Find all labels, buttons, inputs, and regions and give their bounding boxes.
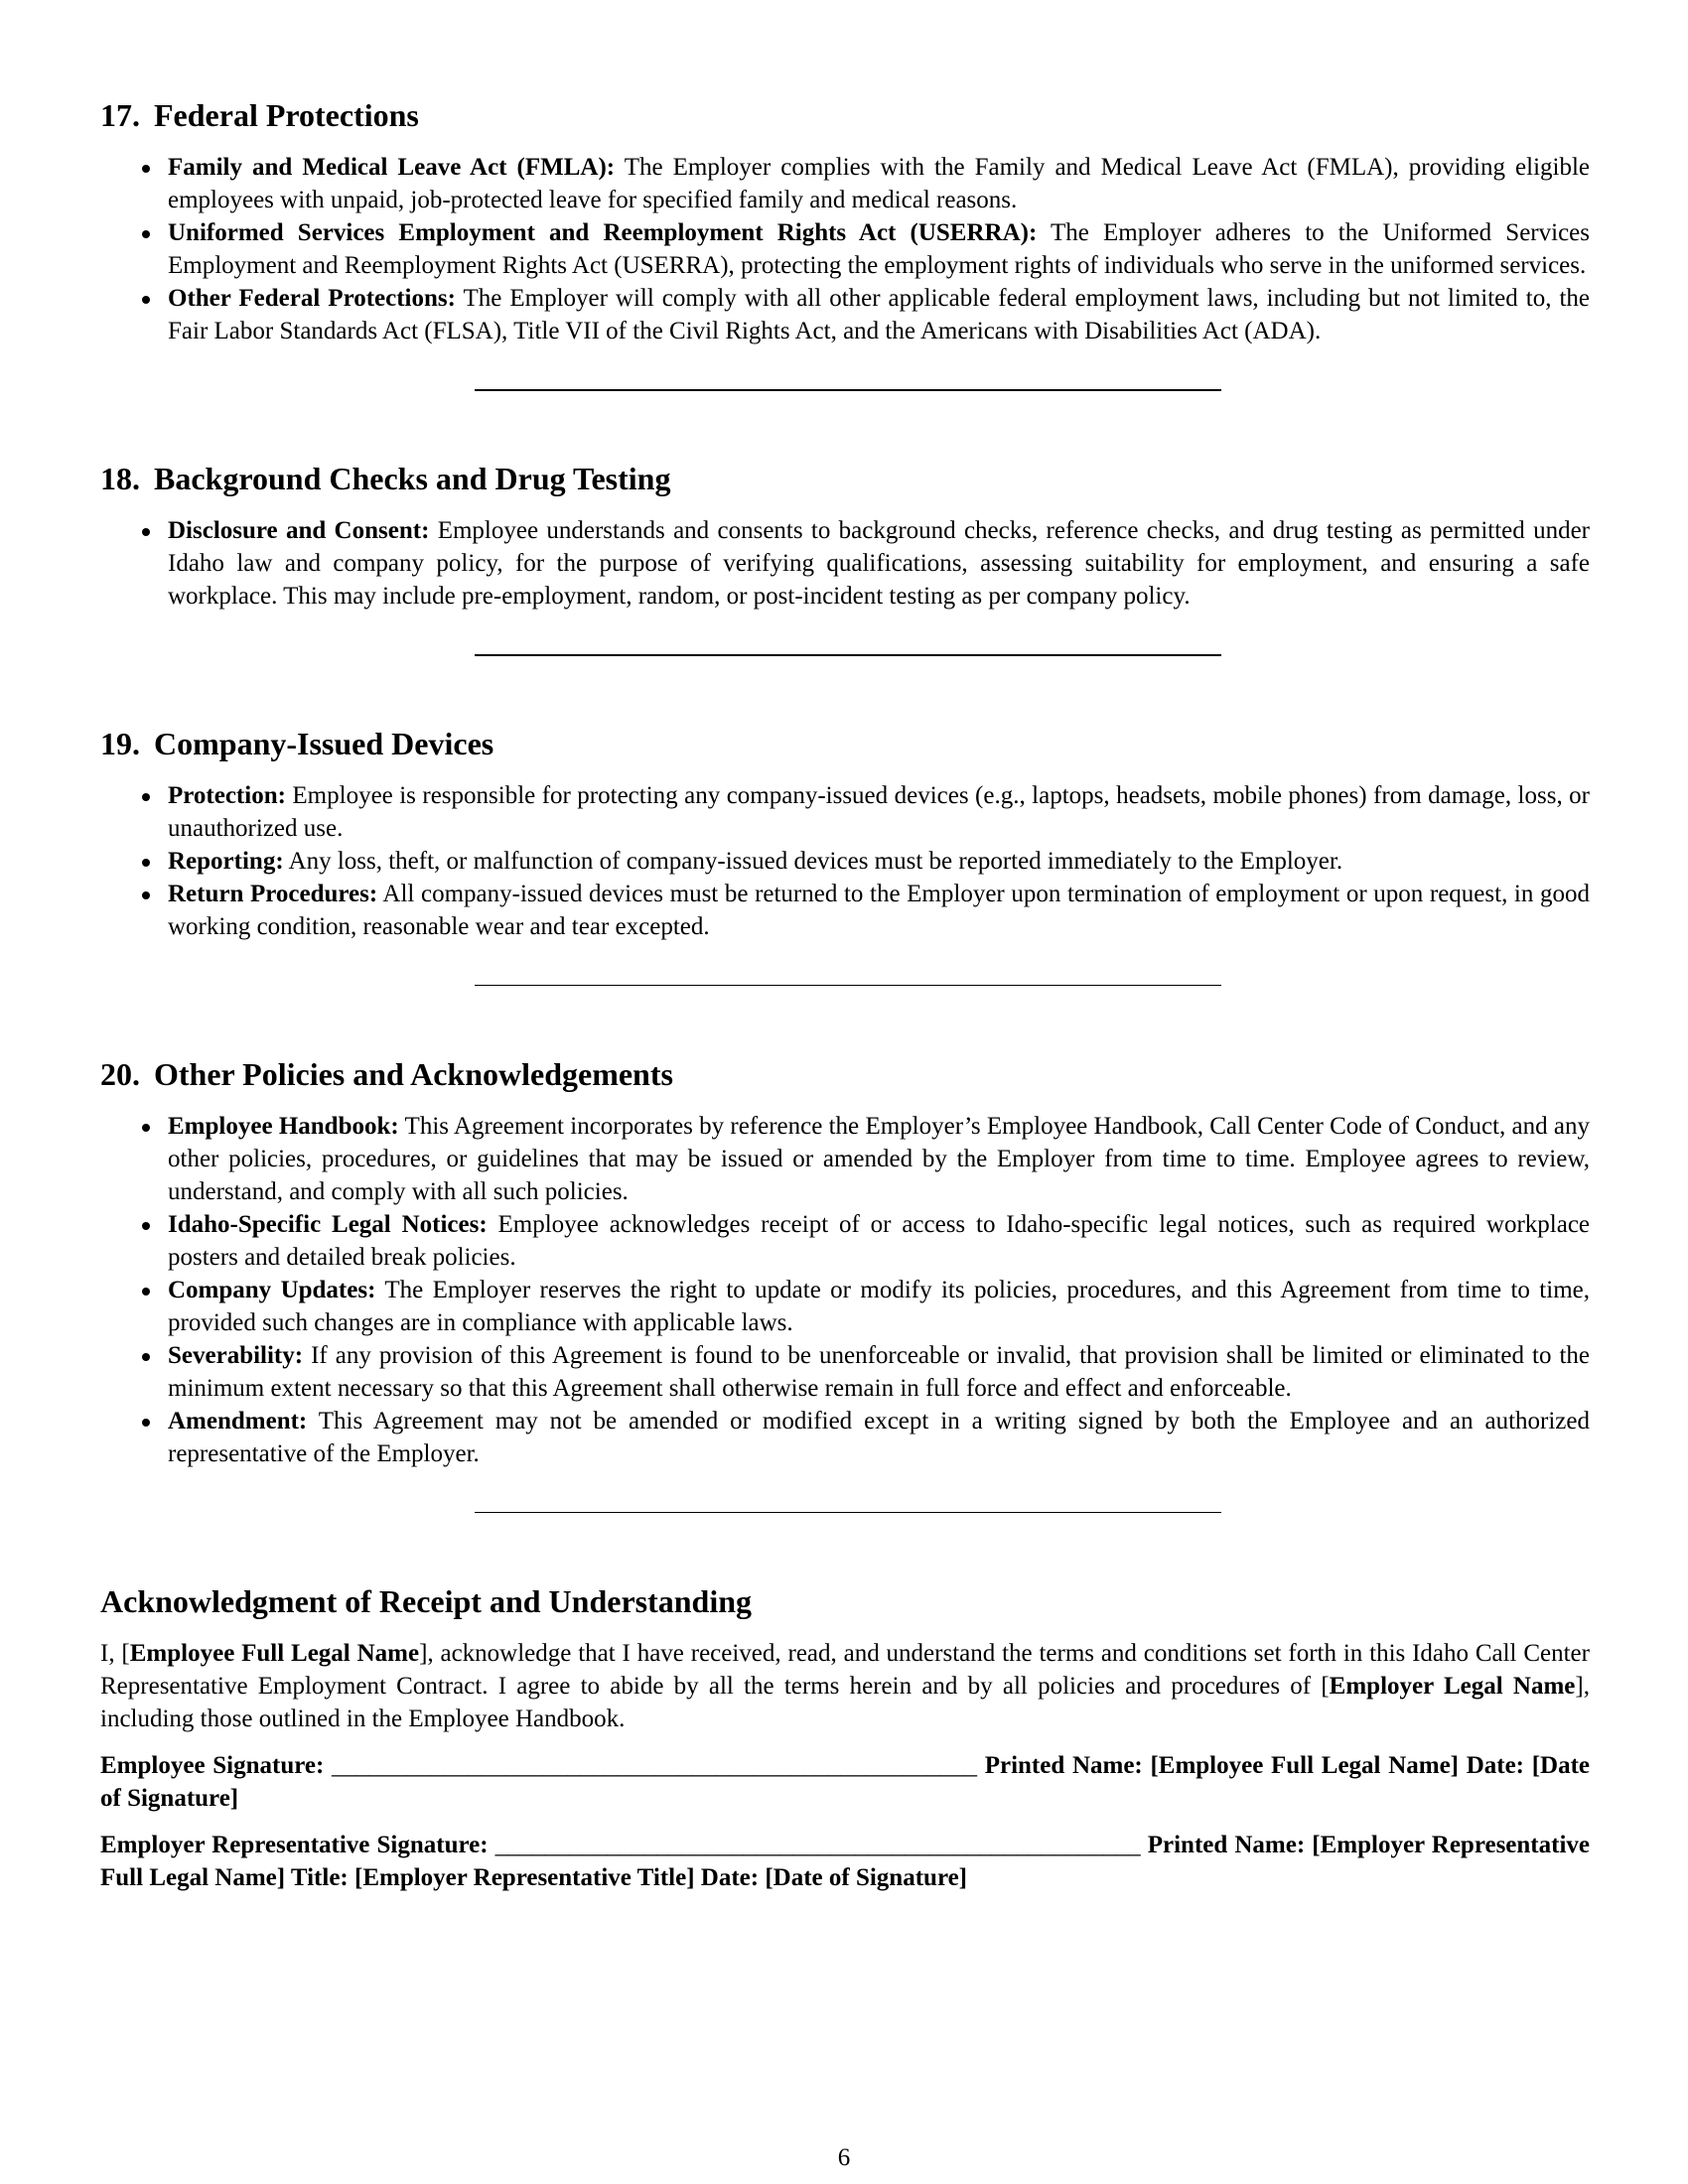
employer-name-placeholder: Employer Legal Name [1329, 1673, 1576, 1700]
item-label: Family and Medical Leave Act (FMLA): [168, 154, 616, 181]
bullet-list [100, 151, 1590, 347]
item-text: The Employer will comply with all other applicable federal employment laws, including but not limited to, the Fair Labor Standards Act (FLSA), Title VII of the Civil Rights Act, and the Americans with Disabilities Act (ADA). [168, 285, 1590, 344]
item-label: Amendment: [168, 1408, 308, 1434]
employee-signature-block [100, 1749, 1590, 1815]
section-title: Federal Protections [154, 97, 419, 133]
list-item [100, 282, 1590, 347]
list-item [100, 1405, 1590, 1470]
divider [100, 943, 1590, 1054]
item-label: Reporting: [168, 848, 284, 875]
acknowledgment-title: Acknowledgment of Receipt and Understanding [100, 1583, 753, 1619]
item-text: This Agreement may not be amended or modified except in a writing signed by both the Employee and an authorized representative of the Employer. [168, 1408, 1590, 1467]
list-item [100, 1208, 1590, 1274]
document-page [100, 95, 1590, 1908]
item-label: Uniformed Services Employment and Reemployment Rights Act (USERRA): [168, 219, 1038, 246]
bullet-list [100, 1110, 1590, 1470]
list-item [100, 1274, 1590, 1339]
list-item [100, 878, 1590, 943]
employer-signature-label: Employer Representative Signature: [100, 1832, 489, 1858]
list-item [100, 514, 1590, 613]
divider [100, 1470, 1590, 1581]
item-label: Return Procedures: [168, 881, 378, 907]
item-label: Protection: [168, 782, 286, 809]
page-number: 6 [837, 2144, 851, 2171]
ack-text: I, [ [100, 1640, 130, 1667]
item-label: Disclosure and Consent: [168, 517, 430, 544]
section-20 [100, 1054, 1590, 1470]
section-17 [100, 95, 1590, 347]
section-heading [100, 724, 1590, 763]
item-text: The Employer complies with the Family and Medical Leave Act (FMLA), providing eligible employees with unpaid, job-protected leave for specified family and medical reasons. [168, 154, 1590, 213]
ack-text: ], including those outlined in the Employee Handbook. [100, 1673, 1590, 1732]
list-item [100, 151, 1590, 216]
acknowledgment-section [100, 1581, 1590, 1894]
section-18 [100, 459, 1590, 613]
acknowledgment-paragraph [100, 1637, 1590, 1735]
section-title: Company-Issued Devices [154, 726, 494, 761]
section-19 [100, 724, 1590, 943]
section-heading [100, 459, 1590, 498]
list-item [100, 1110, 1590, 1208]
bullet-list [100, 779, 1590, 943]
item-label: Employee Handbook: [168, 1113, 399, 1140]
employer-printed-info: Printed Name: [Employer Representative Full Legal Name] Title: [Employer Representative Title] Date: [Date of Signature] [100, 1832, 1590, 1891]
item-text: All company-issued devices must be returned to the Employer upon termination of employment or upon request, in good working condition, reasonable wear and tear excepted. [168, 881, 1590, 940]
section-number: 20. [100, 1056, 140, 1092]
employee-name-placeholder: Employee Full Legal Name [129, 1640, 420, 1667]
employer-signature-line[interactable]: ____________________________________________________ [494, 1832, 1141, 1858]
item-text: Employee understands and consents to background checks, reference checks, and drug testing as permitted under Idaho law and company policy, for the purpose of verifying qualifications, assessing suitability for employment, and ensuring a safe workplace. This may include pre-employment, random, or post-incident testing as per company policy. [168, 517, 1590, 610]
employer-signature-block [100, 1829, 1590, 1894]
employee-signature-line[interactable]: ____________________________________________________ [332, 1752, 977, 1779]
item-text: Employee is responsible for protecting any company-issued devices (e.g., laptops, headsets, mobile phones) from damage, loss, or unauthorized use. [168, 782, 1590, 842]
item-label: Idaho-Specific Legal Notices: [168, 1211, 488, 1238]
list-item [100, 216, 1590, 282]
item-text: Employee acknowledges receipt of or access to Idaho-specific legal notices, such as required workplace posters and detailed break policies. [168, 1211, 1591, 1271]
divider [100, 613, 1590, 724]
employee-printed-info: Printed Name: [Employee Full Legal Name] Date: [Date of Signature] [100, 1752, 1590, 1812]
item-text: This Agreement incorporates by reference the Employer’s Employee Handbook, Call Center Code of Conduct, and any other policies, procedures, or guidelines that may be issued or amended by the Employer from time to time. Employee agrees to review, understand, and comply with all such policies. [168, 1113, 1590, 1205]
bullet-list [100, 514, 1590, 613]
employee-signature-label: Employee Signature: [100, 1752, 325, 1779]
section-number: 18. [100, 461, 140, 496]
list-item [100, 845, 1590, 878]
list-item [100, 1339, 1590, 1405]
ack-text: ], acknowledge that I have received, read, and understand the terms and conditions set forth in this Idaho Call Center Representative Employment Contract. I agree to abide by all the terms herein and by all policies and procedures of [ [100, 1640, 1590, 1700]
divider [100, 347, 1590, 459]
section-title: Background Checks and Drug Testing [154, 461, 671, 496]
item-label: Severability: [168, 1342, 304, 1369]
item-label: Other Federal Protections: [168, 285, 456, 312]
section-title: Other Policies and Acknowledgements [154, 1056, 673, 1092]
item-label: Company Updates: [168, 1277, 376, 1303]
section-heading [100, 95, 1590, 135]
item-text: The Employer adheres to the Uniformed Services Employment and Reemployment Rights Act (USERRA), protecting the employment rights of individuals who serve in the uniformed services. [168, 219, 1590, 279]
item-text: The Employer reserves the right to update or modify its policies, procedures, and this Agreement from time to time, provided such changes are in compliance with applicable laws. [168, 1277, 1590, 1336]
item-text: Any loss, theft, or malfunction of company-issued devices must be reported immediately to the Employer. [283, 848, 1343, 875]
item-text: If any provision of this Agreement is found to be unenforceable or invalid, that provision shall be limited or eliminated to the minimum extent necessary so that this Agreement shall otherwise remain in full force and effect and enforceable. [168, 1342, 1590, 1402]
list-item [100, 779, 1590, 845]
section-number: 17. [100, 97, 140, 133]
section-number: 19. [100, 726, 140, 761]
section-heading [100, 1054, 1590, 1094]
